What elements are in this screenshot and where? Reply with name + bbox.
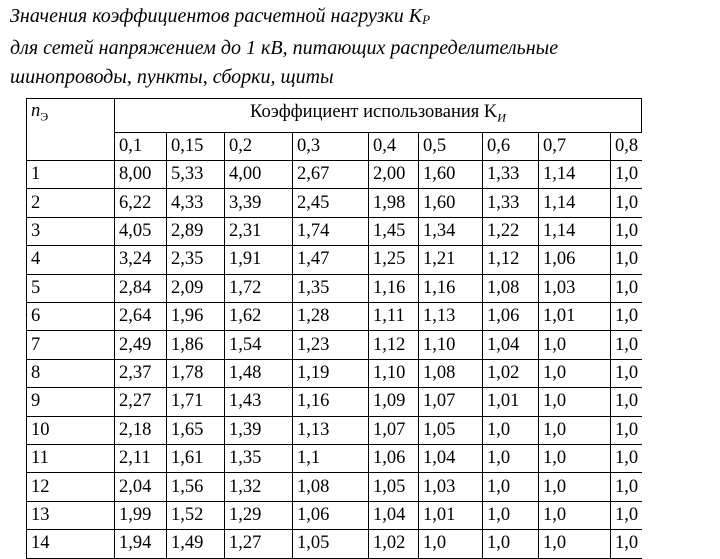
kp-value-cell: 1,35: [293, 274, 369, 302]
kp-value-cell: 1,0: [539, 359, 611, 387]
ne-value-cell: 13: [27, 501, 115, 529]
kp-value-cell: 1,98: [369, 189, 419, 217]
ku-value-header: 0,15: [167, 132, 225, 160]
kp-value-cell: 1,35: [225, 444, 293, 472]
kp-value-cell: 1,13: [293, 416, 369, 444]
kp-value-cell: 2,84: [115, 274, 167, 302]
kp-value-cell: 1,0: [539, 473, 611, 501]
kp-value-cell: 1,0: [611, 189, 642, 217]
table-row: [27, 444, 642, 472]
kp-value-cell: 6,22: [115, 189, 167, 217]
title-kp-subscript: Р: [422, 12, 431, 27]
ne-value-cell: 7: [27, 331, 115, 359]
kp-value-cell: 1,0: [611, 444, 642, 472]
kp-value-cell: 1,03: [419, 473, 483, 501]
table-row: [27, 530, 642, 558]
kp-value-cell: 1,74: [293, 217, 369, 245]
kp-value-cell: 8,00: [115, 161, 167, 189]
kp-value-cell: 1,0: [611, 388, 642, 416]
ku-value-header: 0,3: [293, 132, 369, 160]
ku-header-cell: [115, 99, 642, 133]
kp-value-cell: 1,10: [419, 331, 483, 359]
ne-value-cell: 4: [27, 246, 115, 274]
kp-value-cell: 1,65: [167, 416, 225, 444]
kp-value-cell: 2,09: [167, 274, 225, 302]
kp-value-cell: 1,0: [539, 444, 611, 472]
kp-value-cell: 1,23: [293, 331, 369, 359]
kp-value-cell: 1,08: [293, 473, 369, 501]
kp-value-cell: 1,94: [115, 530, 167, 558]
kp-value-cell: 1,08: [483, 274, 539, 302]
ne-value-cell: 3: [27, 217, 115, 245]
kp-value-cell: 1,14: [539, 217, 611, 245]
kp-value-cell: 1,96: [167, 303, 225, 331]
kp-value-cell: 1,54: [225, 331, 293, 359]
kp-value-cell: 1,49: [167, 530, 225, 558]
kp-value-cell: 1,39: [225, 416, 293, 444]
kp-value-cell: 1,28: [293, 303, 369, 331]
ne-subscript: Э: [40, 109, 49, 124]
ku-value-header: 0,2: [225, 132, 293, 160]
kp-value-cell: 1,19: [293, 359, 369, 387]
kp-value-cell: 1,1: [293, 444, 369, 472]
kp-value-cell: 1,09: [369, 388, 419, 416]
table-row: [27, 359, 642, 387]
kp-value-cell: 2,45: [293, 189, 369, 217]
ne-value-cell: 12: [27, 473, 115, 501]
kp-value-cell: 1,52: [167, 501, 225, 529]
kp-value-cell: 1,10: [369, 359, 419, 387]
kp-value-cell: 1,13: [419, 303, 483, 331]
ne-value-cell: 10: [27, 416, 115, 444]
ku-value-header: 0,8: [611, 132, 642, 160]
kp-value-cell: 1,01: [539, 303, 611, 331]
kp-value-cell: 1,0: [539, 331, 611, 359]
title-line-2: для сетей напряжением до 1 кВ, питающих распределительные: [10, 37, 559, 59]
table-row: [27, 473, 642, 501]
table-row: [27, 416, 642, 444]
kp-value-cell: 1,0: [483, 501, 539, 529]
table-row: [27, 274, 642, 302]
ku-value-header: 0,7: [539, 132, 611, 160]
kp-value-cell: 1,0: [611, 416, 642, 444]
kp-value-cell: 1,0: [611, 331, 642, 359]
kp-value-cell: 1,71: [167, 388, 225, 416]
kp-value-cell: 1,04: [483, 331, 539, 359]
table-row: [27, 161, 642, 189]
table-row: [27, 331, 642, 359]
kp-value-cell: 1,72: [225, 274, 293, 302]
kp-value-cell: 5,33: [167, 161, 225, 189]
kp-value-cell: 1,43: [225, 388, 293, 416]
kp-value-cell: 1,47: [293, 246, 369, 274]
kp-value-cell: 2,00: [369, 161, 419, 189]
kp-value-cell: 1,05: [369, 473, 419, 501]
kp-value-cell: 1,14: [539, 189, 611, 217]
table-row: [27, 189, 642, 217]
kp-value-cell: 1,16: [419, 274, 483, 302]
kp-value-cell: 3,39: [225, 189, 293, 217]
kp-value-cell: 1,01: [483, 388, 539, 416]
kp-value-cell: 1,03: [539, 274, 611, 302]
kp-value-cell: 1,0: [539, 388, 611, 416]
kp-value-cell: 1,05: [419, 416, 483, 444]
ku-header-subscript: И: [497, 110, 506, 125]
kp-value-cell: 3,24: [115, 246, 167, 274]
ku-value-header: 0,1: [115, 132, 167, 160]
kp-value-cell: 1,12: [369, 331, 419, 359]
ne-value-cell: 5: [27, 274, 115, 302]
kp-value-cell: 1,27: [225, 530, 293, 558]
table-row: [27, 217, 642, 245]
kp-value-cell: 1,0: [483, 473, 539, 501]
kp-value-cell: 1,0: [611, 246, 642, 274]
ne-value-cell: 6: [27, 303, 115, 331]
table-row: [27, 246, 642, 274]
kp-value-cell: 4,33: [167, 189, 225, 217]
kp-value-cell: 2,11: [115, 444, 167, 472]
kp-value-cell: 2,37: [115, 359, 167, 387]
kp-value-cell: 1,33: [483, 161, 539, 189]
kp-value-cell: 1,32: [225, 473, 293, 501]
kp-value-cell: 1,0: [611, 501, 642, 529]
document-title: [10, 2, 710, 92]
kp-value-cell: 1,22: [483, 217, 539, 245]
coefficient-table: [26, 98, 642, 559]
ne-value-cell: 9: [27, 388, 115, 416]
kp-value-cell: 1,05: [293, 530, 369, 558]
ne-value-cell: 14: [27, 530, 115, 558]
table-row: [27, 303, 642, 331]
ne-value-cell: 2: [27, 189, 115, 217]
ku-value-header: 0,5: [419, 132, 483, 160]
table-row: [27, 501, 642, 529]
kp-value-cell: 1,0: [539, 501, 611, 529]
ne-value-cell: 1: [27, 161, 115, 189]
title-line-3: шинопроводы, пункты, сборки, щиты: [10, 66, 334, 88]
kp-value-cell: 1,11: [369, 303, 419, 331]
kp-value-cell: 1,91: [225, 246, 293, 274]
kp-value-cell: 1,62: [225, 303, 293, 331]
kp-value-cell: 4,00: [225, 161, 293, 189]
kp-value-cell: 1,12: [483, 246, 539, 274]
ku-values-row: [27, 132, 642, 160]
kp-value-cell: 1,48: [225, 359, 293, 387]
kp-value-cell: 2,67: [293, 161, 369, 189]
ne-value-cell: 8: [27, 359, 115, 387]
ne-label: n: [31, 101, 41, 121]
kp-value-cell: 1,0: [611, 217, 642, 245]
kp-value-cell: 1,0: [611, 274, 642, 302]
kp-value-cell: 2,64: [115, 303, 167, 331]
kp-value-cell: 1,60: [419, 161, 483, 189]
kp-value-cell: 1,0: [419, 530, 483, 558]
kp-value-cell: 1,33: [483, 189, 539, 217]
kp-value-cell: 1,06: [483, 303, 539, 331]
kp-value-cell: 1,0: [611, 473, 642, 501]
kp-value-cell: 1,45: [369, 217, 419, 245]
kp-value-cell: 1,01: [419, 501, 483, 529]
ku-value-header: 0,6: [483, 132, 539, 160]
kp-value-cell: 1,86: [167, 331, 225, 359]
kp-value-cell: 1,07: [369, 416, 419, 444]
kp-value-cell: 1,0: [483, 444, 539, 472]
kp-value-cell: 2,27: [115, 388, 167, 416]
kp-value-cell: 2,89: [167, 217, 225, 245]
ku-header-text: Коэффициент использования K: [250, 102, 498, 122]
kp-value-cell: 1,99: [115, 501, 167, 529]
title-line-1-text: Значения коэффициентов расчетной нагрузки К: [10, 5, 423, 27]
kp-value-cell: 1,04: [369, 501, 419, 529]
ne-value-cell: 11: [27, 444, 115, 472]
kp-value-cell: 2,35: [167, 246, 225, 274]
kp-value-cell: 2,04: [115, 473, 167, 501]
kp-value-cell: 1,60: [419, 189, 483, 217]
kp-value-cell: 1,0: [483, 416, 539, 444]
kp-value-cell: 1,0: [539, 416, 611, 444]
kp-value-cell: 2,31: [225, 217, 293, 245]
kp-value-cell: 1,0: [483, 530, 539, 558]
table-row: [27, 388, 642, 416]
kp-value-cell: 1,56: [167, 473, 225, 501]
kp-value-cell: 1,02: [369, 530, 419, 558]
kp-value-cell: 1,0: [611, 530, 642, 558]
kp-value-cell: 1,21: [419, 246, 483, 274]
kp-value-cell: 1,25: [369, 246, 419, 274]
kp-value-cell: 1,06: [293, 501, 369, 529]
title-line-1: [10, 2, 710, 34]
kp-value-cell: 1,06: [539, 246, 611, 274]
ku-value-header: 0,4: [369, 132, 419, 160]
kp-value-cell: 1,29: [225, 501, 293, 529]
kp-value-cell: 2,18: [115, 416, 167, 444]
ne-header-cell: [27, 99, 115, 161]
kp-value-cell: 1,04: [419, 444, 483, 472]
kp-value-cell: 1,06: [369, 444, 419, 472]
kp-value-cell: 1,14: [539, 161, 611, 189]
kp-value-cell: 2,49: [115, 331, 167, 359]
kp-value-cell: 1,16: [369, 274, 419, 302]
kp-value-cell: 1,02: [483, 359, 539, 387]
kp-value-cell: 1,0: [611, 161, 642, 189]
kp-value-cell: 1,16: [293, 388, 369, 416]
header-row: [27, 99, 642, 133]
kp-value-cell: 4,05: [115, 217, 167, 245]
kp-value-cell: 1,78: [167, 359, 225, 387]
kp-value-cell: 1,0: [539, 530, 611, 558]
kp-value-cell: 1,61: [167, 444, 225, 472]
kp-value-cell: 1,0: [611, 303, 642, 331]
kp-value-cell: 1,08: [419, 359, 483, 387]
kp-value-cell: 1,34: [419, 217, 483, 245]
kp-value-cell: 1,07: [419, 388, 483, 416]
kp-value-cell: 1,0: [611, 359, 642, 387]
